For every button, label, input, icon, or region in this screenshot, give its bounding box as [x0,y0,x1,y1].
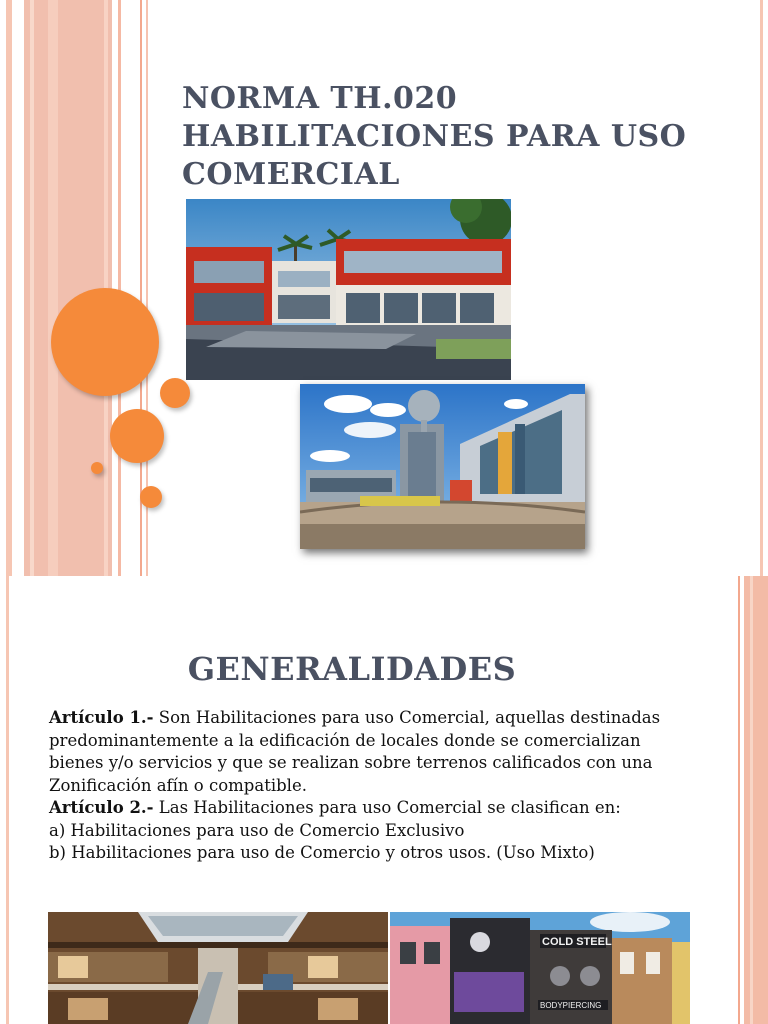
article-2 [49,797,689,820]
article-1-label: Artículo 1.- [49,708,154,727]
decorative-circle [51,288,159,396]
title-line: COMERCIAL [182,157,400,192]
slide-title: GENERALIDADES [187,650,517,688]
decorative-circle [110,409,164,463]
shop-sign: COLD STEEL [542,936,612,948]
decorative-circle [160,378,190,408]
decorative-stripe [6,576,9,1024]
commercial-building-photo [186,199,511,380]
shop-sign: BODYPIERCING [540,1001,602,1010]
shopping-mall-complex-photo [300,384,585,549]
title-line: NORMA TH.020 [182,81,458,116]
decorative-circle [91,462,103,474]
decorative-stripe [744,576,768,1024]
slide-2 [0,576,768,1024]
title-line: HABILITACIONES PARA USO [182,119,687,154]
street-shops-photo [390,912,690,1024]
article-1 [49,707,689,797]
list-item-b: b) Habilitaciones para uso de Comercio y otros usos. (Uso Mixto) [49,843,595,862]
decorative-stripe [30,0,34,576]
decorative-stripe [760,0,763,576]
decorative-stripe [750,576,753,1024]
list-item-a: a) Habilitaciones para uso de Comercio Exclusivo [49,820,465,840]
article-1-text: Son Habilitaciones para uso Comercial, aquellas destinadas predominantemente a la edificación de locales donde se comercializan bienes y/o servicios y que se realizan sobre terrenos calificados con una Zonificación afín o compatible. [49,708,661,795]
article-2-text: Las Habilitaciones para uso Comercial se clasifican en: [153,798,621,817]
slide-body [49,707,689,865]
decorative-stripe [6,0,12,576]
article-2-label: Artículo 2.- [49,798,154,817]
decorative-stripe [48,0,58,576]
decorative-stripe [118,0,121,576]
mall-interior-photo [48,912,388,1024]
slide-title [182,80,742,194]
decorative-circle [140,486,162,508]
decorative-stripe [738,576,740,1024]
